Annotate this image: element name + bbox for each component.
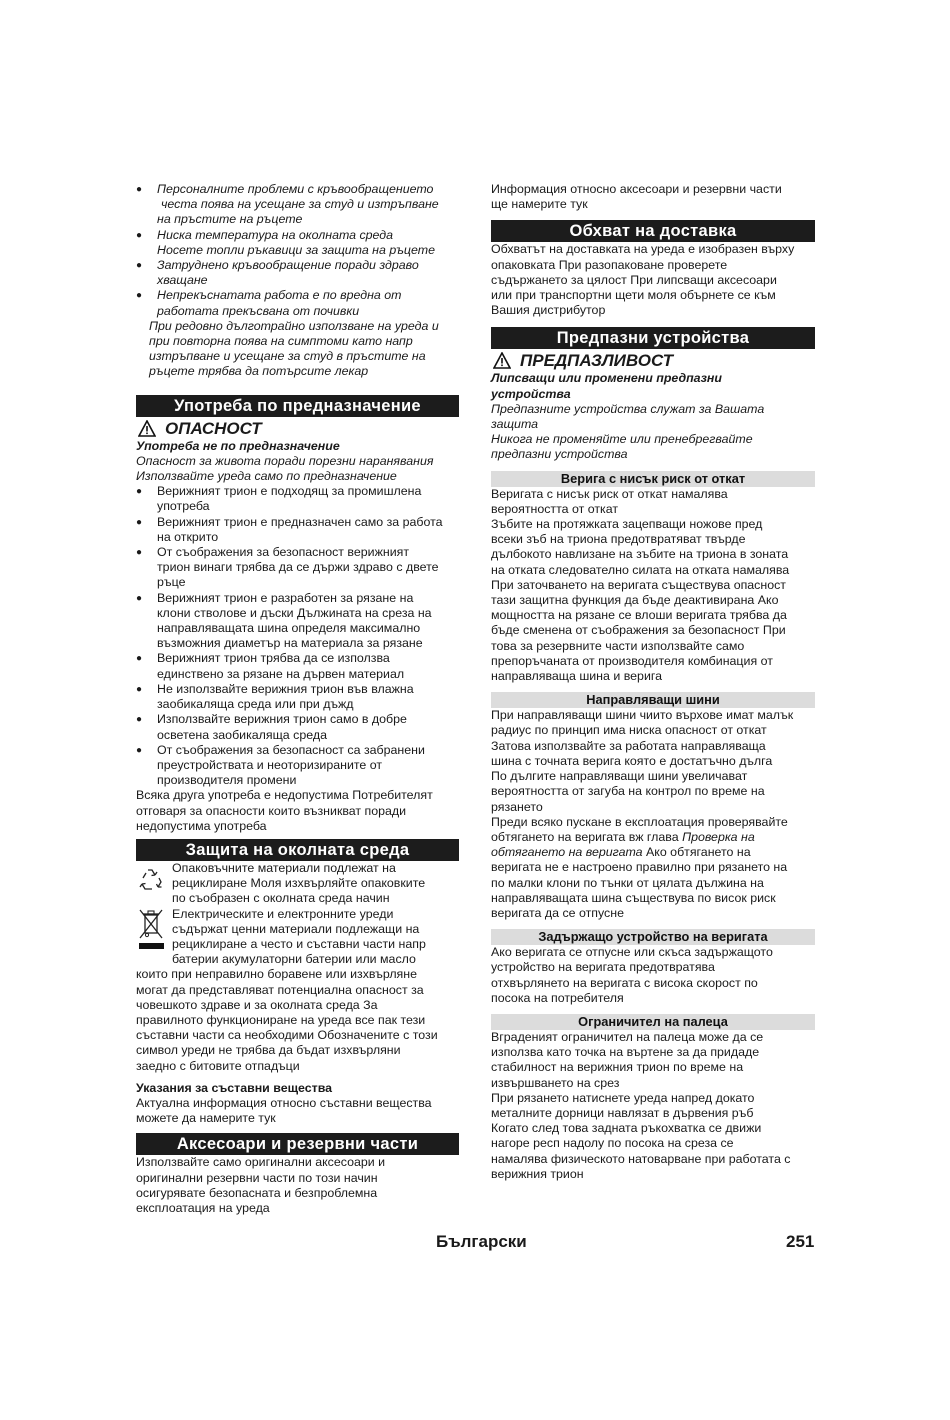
intro-paragraph: При редовно дълготрайно използване на уреда и при повторна поява на симптоми като напр изтръпване и усещане за студ в пръстите на ръцете трябва да потърсите лекар [149, 318, 439, 379]
warning-triangle-icon [493, 352, 511, 369]
list-item: ● Верижният трион трябва да се използва единствено за рязане на дървен материал [136, 651, 459, 681]
substances-subheading: Указания за съставни вещества [136, 1080, 333, 1095]
list-item: ● Персоналните проблеми с кръвообращението честа поява на усещане за студ и изтръпване на пръстите на ръцете [136, 182, 459, 228]
list-item: ● Използвайте верижния трион само в добре осветена заобикаляща среда [136, 712, 459, 742]
footer-language: Български [436, 1232, 527, 1251]
warning-subtitle: Употреба не по предназначение [136, 438, 340, 453]
section-heading-accessories: Аксесоари и резервни части [136, 1133, 459, 1155]
section-heading-delivery: Обхват на доставка [491, 220, 815, 242]
subheading-low-kickback-chain: Верига с нисък риск от откат [491, 471, 815, 487]
list-item: ● Верижният трион е предназначен само за работа на открито [136, 515, 459, 545]
subheading-chain-catcher: Задържащо устройство на веригата [491, 929, 815, 945]
list-item: ● Непрекъснатата работа е по вредна от работата прекъсвана от почивки [136, 288, 459, 318]
caution-warning: ПРЕДПАЗЛИВОСТ [491, 350, 815, 371]
subheading-guide-bars: Направляващи шини [491, 692, 815, 708]
chapter-reference: обтягането на веригата [491, 845, 643, 860]
section-heading-intended-use: Употреба по предназначение [136, 395, 459, 417]
warning-triangle-icon [138, 420, 156, 437]
list-item: ● Ниска температура на околната среда Носете топли ръкавици за защита на ръцете [136, 228, 459, 258]
page-number: 251 [786, 1232, 815, 1251]
left-column: ● Персоналните проблеми с кръвообращението честа поява на усещане за студ и изтръпване на пръстите на ръцете ● Ниска температура на околната среда Носете топли ръкавици за защита на ръцете ● Затруднено кръвообращение поради здраво хващане ● Непрекъснатата работа е по вредна от работата прекъсвана от почивки При редовно дълготрайно използване на уреда и при повторна поява на симптоми като напр изтръпване и усещане за студ в пръстите на ръцете трябва да потърсите лекар Употреба по предназначение ОПАСНОСТ Употреба не по предназначение Опасност за живота поради порезни наранявания Използвайте уреда само по предназначение ● Верижният трион е подходящ за промишлена употреба ● Верижният трион е предназначен само за работа на открито ● От съображения за безопасност верижният трион винаги трябва да се държи здраво с двете ръце ● Верижният трион е разработен за рязане на клони стволове и дъски Дължината на среза на направляващата шина определя максимално възможния диаметър на материала за рязане ● Верижният трион трябва да се използва единствено за рязане на дървен материал ● Не използвайте верижния трион във влажна заобикаляща среда или при дъжд ● Използвайте верижния трион само в добре осветена заобикаляща среда ● От съображения за безопасност са забранени преустройствата и неоторизираните от производителя промени Всяка друга употреба е недопустима Потребителят отговаря за опасности които възникват поради недопустима употреба Защита на околната среда Опаковъчните материали подлежат на рециклиране Моля изхвърляйте опаковките по съобразен с околната среда начин Електрическите и електронните уреди съдържат ценни материали подлежащи на рециклиране а често и съставни части напр батерии акумулаторни батерии или масло които при неправилно боравене или изхвърляне могат да представляват потенциална опасност за човешкото здраве и за околната среда За правилното функциониране на уреда все пак тези съставни части са необходими Обозначените с този символ уреди не трябва да бъдат изхвърляни заедно с битовите отпадъци Указания за съставни вещества Актуална информация относно съставни вещества можете да намерите тук Аксесоари и резервни части Използвайте само оригинални аксесоари и оригинални резервни части по този начин осигурявате безопасната и безпроблемна експлоатация на уреда [136, 182, 459, 1216]
intended-use-list [136, 484, 459, 788]
list-item: ● Верижният трион е подходящ за промишлена употреба [136, 484, 459, 514]
danger-warning: ОПАСНОСТ [136, 418, 459, 439]
list-item: ● От съображения за безопасност верижният трион винаги трябва да се държи здраво с двете ръце [136, 545, 459, 591]
crossed-bin-icon [136, 907, 166, 953]
chapter-reference: Проверка на [682, 829, 755, 844]
weee-notice: Електрическите и електронните уреди съдържат ценни материали подлежащи на рециклиране а често и съставни части напр батерии акумулаторни батерии или масло [136, 907, 459, 968]
recycling-notice: Опаковъчните материали подлежат на рециклиране Моля изхвърляйте опаковките по съобразен с околната среда начин [136, 861, 459, 907]
section-heading-environment: Защита на околната среда [136, 839, 459, 861]
list-item: ● От съображения за безопасност са забранени преустройствата и неоторизираните от производителя промени [136, 743, 459, 789]
right-column: Информация относно аксесоари и резервни части ще намерите тук Обхват на доставка Обхватът на доставката на уреда е изобразен върху опаковката При разопаковане проверете съдържането за цялост При липсващи аксесоари или при транспортни щети моля обърнете се към Вашия дистрибутор Предпазни устройства ПРЕДПАЗЛИВОСТ Липсващи или променени предпазни устройства Предпазните устройства служат за Вашата защита Никога не променяйте или пренебрегвайте предпазни устройства Верига с нисък риск от откат Веригата с нисък риск от откат намалява вероятността от откат Зъбите на протяжката зацепващи ножове пред всеки зъб на триона предотвратяват твърде дълбокото навлизане на зъбите на триона в зоната на отката следователно силата на отката намалява При заточването на веригата съществува опасност тази защитна функция да бъде деактивирана Ако мощността на рязане се влоши веригата трябва да бъде сменена от съображения за безопасност При това за резервните части използвайте само препоръчаната от производителя комбинация от направляваща шина и верига Направляващи шини При направляващи шини чиито върхове имат малък радиус по принцип има ниска опасност от откат Затова използвайте за работата направляваща шина с точната верига която е достатъчно дълга По дългите направляващи шини увеличават вероятността от загуба на контрол по време на рязането Преди всяко пускане в експлоатация проверявайте обтягането на веригата вж глава Проверка на обтягането на веригата Ако обтягането на веригата не е настроено правилно при рязането на по малки клони по тънки от цялата дължина на направляващата шина съществува по висок риск веригата да се отпусне Задържащо устройство на веригата Ако веригата се отпусне или скъса задържащото устройство на веригата предотвратява отхвърлянето на веригата с висока скорост по посока на потребителя Ограничител на палеца Вграденият ограничител на палеца може да се използва като точка на въртене за да придаде стабилност на верижния трион по време на извършването на срез При рязането натиснете уреда напред докато металните дорници навлязат в дървения ръб Когато след това задната ръкохватка се движи нагоре респ надолу по посока на среза се намалява физическото натоварване при работата с верижния трион [491, 182, 815, 1182]
list-item: ● Затруднено кръвообращение поради здраво хващане [136, 258, 459, 288]
intro-bullet-list [136, 182, 459, 319]
list-item: ● Верижният трион е разработен за рязане на клони стволове и дъски Дължината на среза на направляващата шина определя максимално възможния диаметър на материала за рязане [136, 591, 459, 652]
list-item: ● Не използвайте верижния трион във влажна заобикаляща среда или при дъжд [136, 682, 459, 712]
section-heading-safety-devices: Предпазни устройства [491, 327, 815, 349]
subheading-spike-bumper: Ограничител на палеца [491, 1014, 815, 1030]
recycling-icon [136, 865, 166, 895]
